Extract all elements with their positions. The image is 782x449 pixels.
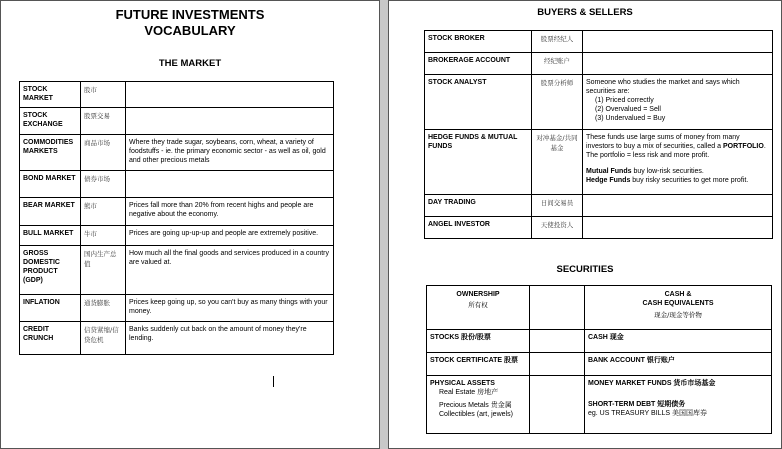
table-row — [425, 130, 773, 195]
spacer-cell — [530, 376, 585, 434]
chinese-cell: 商品市场 — [81, 135, 126, 171]
cash-equivalents-cell — [585, 376, 772, 434]
money-market-funds: MONEY MARKET FUNDS 货币市场基金 — [588, 380, 716, 387]
term-cell: DAY TRADING — [425, 195, 532, 217]
term-cell: STOCK BROKER — [425, 31, 532, 53]
table-row — [20, 135, 334, 171]
definition-cell — [126, 108, 334, 135]
definition-cell: Banks suddenly cut back on the amount of money they're lending. — [126, 322, 334, 355]
list-item: (1) Priced correctly — [595, 97, 654, 105]
physical-assets-title: PHYSICAL ASSETS — [430, 380, 495, 387]
analyst-definition-intro: Someone who studies the market and says which securities are: — [586, 79, 740, 96]
chinese-cell: 信贷紧缩/信贷危机 — [81, 322, 126, 355]
cash-header: CASH & CASH EQUIVALENTS 现金/现金等价物 — [585, 286, 772, 330]
definition-cell — [583, 31, 773, 53]
definition-cell: Prices fall more than 20% from recent highs and people are negative about the economy. — [126, 198, 334, 226]
term-cell: BULL MARKET — [20, 226, 81, 246]
term-cell: ANGEL INVESTOR — [425, 217, 532, 239]
cash-cell: CASH 现金 — [585, 330, 772, 353]
chinese-cell: 经纪账户 — [532, 53, 583, 75]
term-cell: STOCK EXCHANGE — [20, 108, 81, 135]
ownership-header: OWNERSHIP 所有权 — [427, 286, 530, 330]
table-row — [20, 322, 334, 355]
chinese-cell: 股票交易 — [81, 108, 126, 135]
table-row — [425, 31, 773, 53]
term-cell: BROKERAGE ACCOUNT — [425, 53, 532, 75]
treasury-bills-example: eg. US TREASURY BILLS 美国国库券 — [588, 410, 708, 418]
list-item: (2) Overvalued = Sell — [595, 106, 661, 114]
definition-cell — [126, 82, 334, 108]
definition-cell: How much all the final goods and services produced in a country are valued at. — [126, 246, 334, 295]
list-item: Precious Metals 贵金属 — [439, 402, 512, 410]
table-row — [20, 226, 334, 246]
table-header-row — [427, 286, 772, 330]
stocks-cell: STOCKS 股份/股票 — [427, 330, 530, 353]
term-cell: BEAR MARKET — [20, 198, 81, 226]
table-row — [425, 75, 773, 130]
section-title-buyers-sellers: BUYERS & SELLERS — [537, 7, 633, 18]
list-item: Collectibles (art, jewels) — [439, 411, 513, 419]
definition-cell: Prices are going up-up-up and people are extremely positive. — [126, 226, 334, 246]
short-term-debt: SHORT-TERM DEBT 短期债务 — [588, 401, 686, 409]
document-page-left — [0, 0, 380, 449]
term-cell: STOCK MARKET — [20, 82, 81, 108]
market-vocabulary-table — [19, 81, 334, 355]
document-title — [1, 7, 379, 39]
funds-definition: These funds use large sums of money from many investors to buy a mix of securities, called a PORTFOLIO. The portfolio = less risk and more profit. — [586, 134, 766, 160]
table-row — [20, 108, 334, 135]
list-item: Real Estate 房地产 — [439, 389, 499, 397]
table-row — [427, 376, 772, 434]
definition-cell — [583, 130, 773, 195]
table-row — [427, 353, 772, 376]
portfolio-term: PORTFOLIO — [722, 143, 764, 151]
chinese-cell: 对冲基金/共同基金 — [532, 130, 583, 195]
chinese-cell: 债券市场 — [81, 171, 126, 198]
chinese-cell: 天使投资人 — [532, 217, 583, 239]
table-row — [20, 171, 334, 198]
definition-cell — [583, 195, 773, 217]
spacer-cell — [530, 286, 585, 330]
table-row — [20, 198, 334, 226]
document-page-right — [388, 0, 782, 449]
definition-cell — [583, 53, 773, 75]
section-title-securities: SECURITIES — [556, 264, 614, 275]
term-cell: COMMODITIES MARKETS — [20, 135, 81, 171]
table-row — [425, 53, 773, 75]
table-row — [427, 330, 772, 353]
list-item: (3) Undervalued = Buy — [595, 115, 666, 123]
title-line-2: VOCABULARY — [144, 23, 236, 38]
term-cell: BOND MARKET — [20, 171, 81, 198]
funds-types: Mutual Funds buy low-risk securities. Hedge Funds buy risky securities to get more profit. — [586, 168, 749, 185]
table-row — [425, 195, 773, 217]
chinese-cell: 股票经纪人 — [532, 31, 583, 53]
term-cell: CREDIT CRUNCH — [20, 322, 81, 355]
table-row — [425, 217, 773, 239]
table-row — [20, 82, 334, 108]
stock-certificate-cell: STOCK CERTIFICATE 股票 — [427, 353, 530, 376]
definition-cell: Where they trade sugar, soybeans, corn, wheat, a variety of foodstuffs - ie. the primary economic sector - as well as oil, gold and other precious metals — [126, 135, 334, 171]
chinese-cell: 通货膨胀 — [81, 295, 126, 322]
definition-cell: Prices keep going up, so you can't buy as many things with your money. — [126, 295, 334, 322]
table-row — [20, 295, 334, 322]
section-title-market: THE MARKET — [158, 58, 222, 69]
bank-account-cell: BANK ACCOUNT 银行账户 — [585, 353, 772, 376]
term-cell: STOCK ANALYST — [425, 75, 532, 130]
physical-assets-cell — [427, 376, 530, 434]
definition-cell — [126, 171, 334, 198]
term-cell: GROSS DOMESTIC PRODUCT (GDP) — [20, 246, 81, 295]
title-line-1: FUTURE INVESTMENTS — [115, 7, 265, 22]
chinese-cell: 股市 — [81, 82, 126, 108]
definition-cell — [583, 217, 773, 239]
chinese-cell: 日间交易员 — [532, 195, 583, 217]
chinese-cell: 熊市 — [81, 198, 126, 226]
table-row — [20, 246, 334, 295]
spacer-cell — [530, 353, 585, 376]
page-gutter — [380, 0, 388, 449]
text-cursor — [273, 376, 274, 387]
term-cell: HEDGE FUNDS & MUTUAL FUNDS — [425, 130, 532, 195]
spacer-cell — [530, 330, 585, 353]
chinese-cell: 股票分析师 — [532, 75, 583, 130]
buyers-sellers-table — [424, 30, 773, 239]
chinese-cell: 牛市 — [81, 226, 126, 246]
chinese-cell: 国内生产总值 — [81, 246, 126, 295]
definition-cell — [583, 75, 773, 130]
securities-table — [426, 285, 772, 434]
term-cell: INFLATION — [20, 295, 81, 322]
